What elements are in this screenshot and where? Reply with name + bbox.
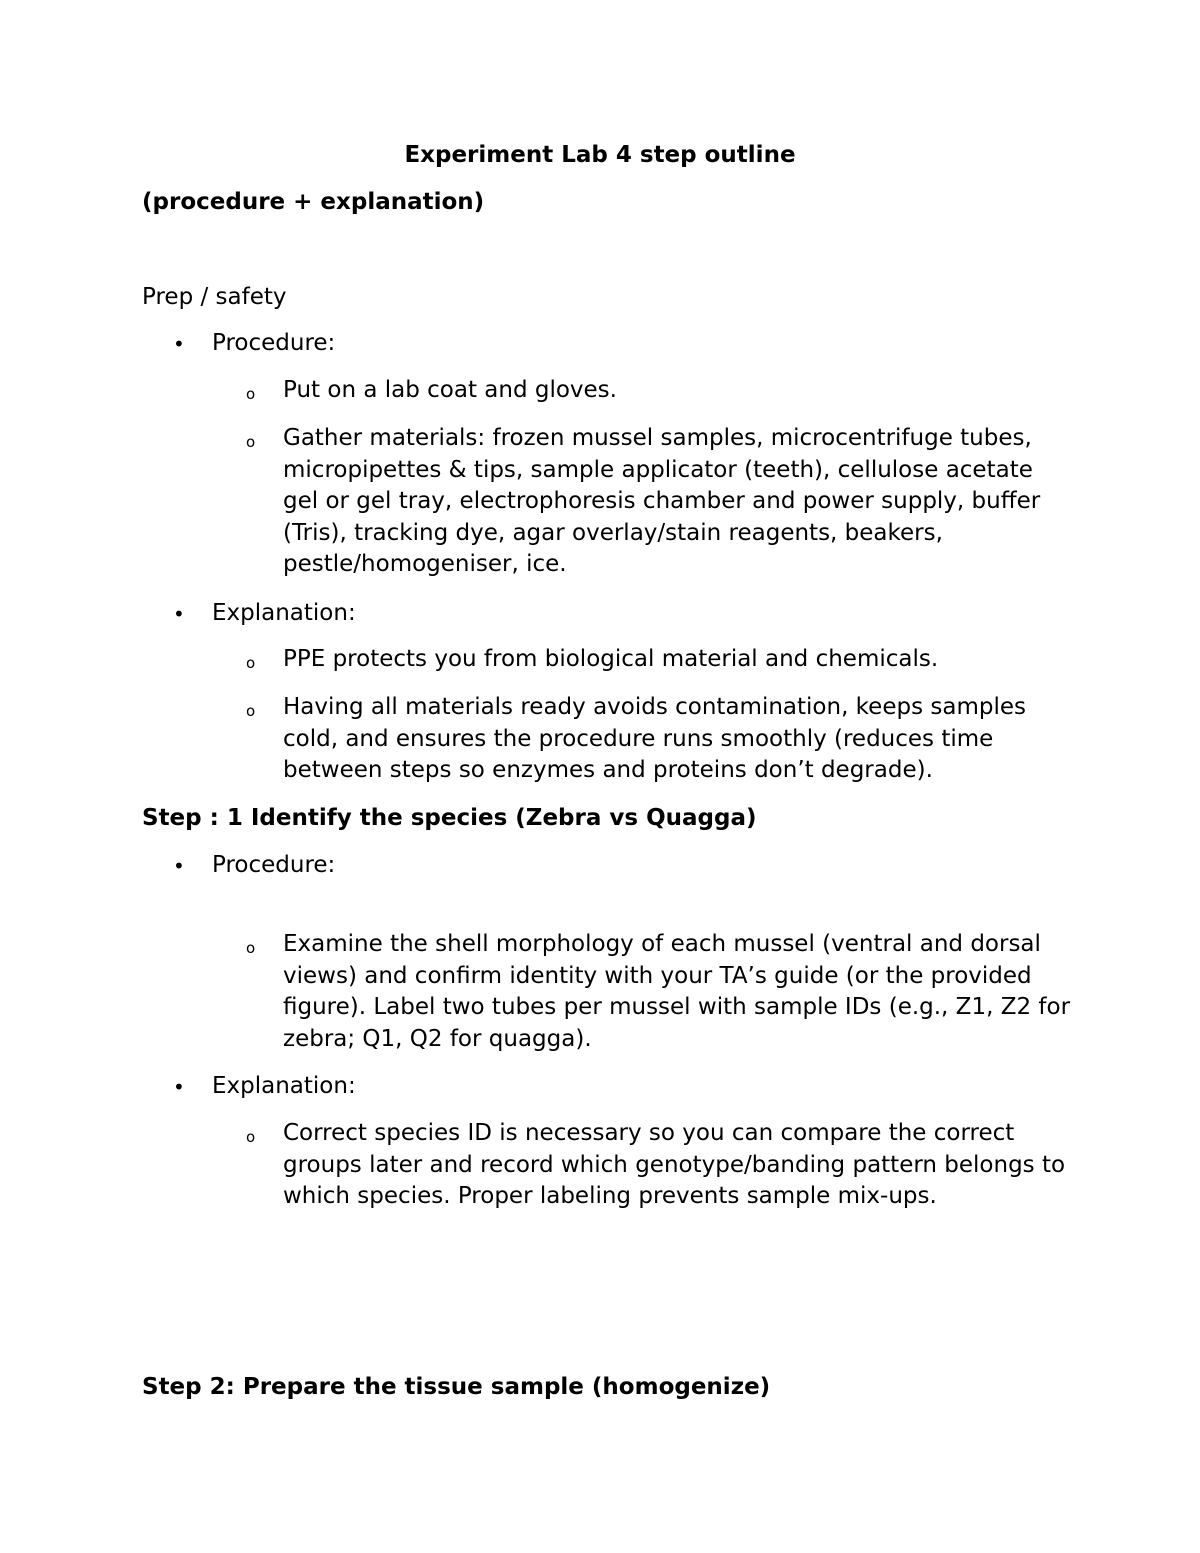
bullet-marker: •	[173, 332, 185, 356]
sub-bullet-marker: o	[246, 939, 256, 957]
bullet-marker: •	[173, 854, 185, 878]
step1-procedure-item: Examine the shell morphology of each mussel (ventral and dorsal views) and confirm identity with your TA’s guide (or the provided figure). Label two tubes per mussel with sample IDs (e.g., Z1, Z2 for zebra; Q1, Q2 for quagga).	[283, 931, 1071, 1052]
prep-explanation-item: Having all materials ready avoids contamination, keeps samples cold, and ensures the procedure runs smoothly (reduces time between steps so enzymes and proteins don’t degrade).	[283, 694, 1026, 783]
bullet-marker: •	[173, 602, 185, 626]
sub-bullet-marker: o	[246, 433, 256, 451]
step2-heading: Step 2: Prepare the tissue sample (homogenize)	[142, 1374, 771, 1400]
sub-bullet-marker: o	[246, 654, 256, 672]
step1-explanation-item: Correct species ID is necessary so you can compare the correct groups later and record which genotype/banding pattern belongs to which species. Proper labeling prevents sample mix-ups.	[283, 1120, 1066, 1209]
prep-procedure-label: Procedure:	[212, 330, 336, 356]
step1-explanation-label: Explanation:	[212, 1073, 356, 1099]
sub-bullet-marker: o	[246, 702, 256, 720]
bullet-marker: •	[173, 1075, 185, 1099]
step1-procedure-label: Procedure:	[212, 852, 336, 878]
sub-bullet-marker: o	[246, 1128, 256, 1146]
prep-explanation-label: Explanation:	[212, 600, 356, 626]
prep-procedure-item: Put on a lab coat and gloves.	[283, 377, 617, 403]
sub-bullet-marker: o	[246, 385, 256, 403]
prep-procedure-item: Gather materials: frozen mussel samples, microcentrifuge tubes, micropipettes & tips, sample applicator (teeth), cellulose acetate gel or gel tray, electrophoresis chamber and power supply, buffer (Tris), tracking dye, agar overlay/stain reagents, beakers, pestle/homogeniser, ice.	[283, 425, 1041, 577]
document-subtitle: (procedure + explanation)	[142, 189, 485, 215]
prep-heading: Prep / safety	[142, 284, 287, 310]
prep-explanation-item: PPE protects you from biological material and chemicals.	[283, 646, 939, 672]
document-title: Experiment Lab 4 step outline	[404, 142, 796, 168]
step1-heading: Step : 1 Identify the species (Zebra vs Quagga)	[142, 805, 757, 831]
